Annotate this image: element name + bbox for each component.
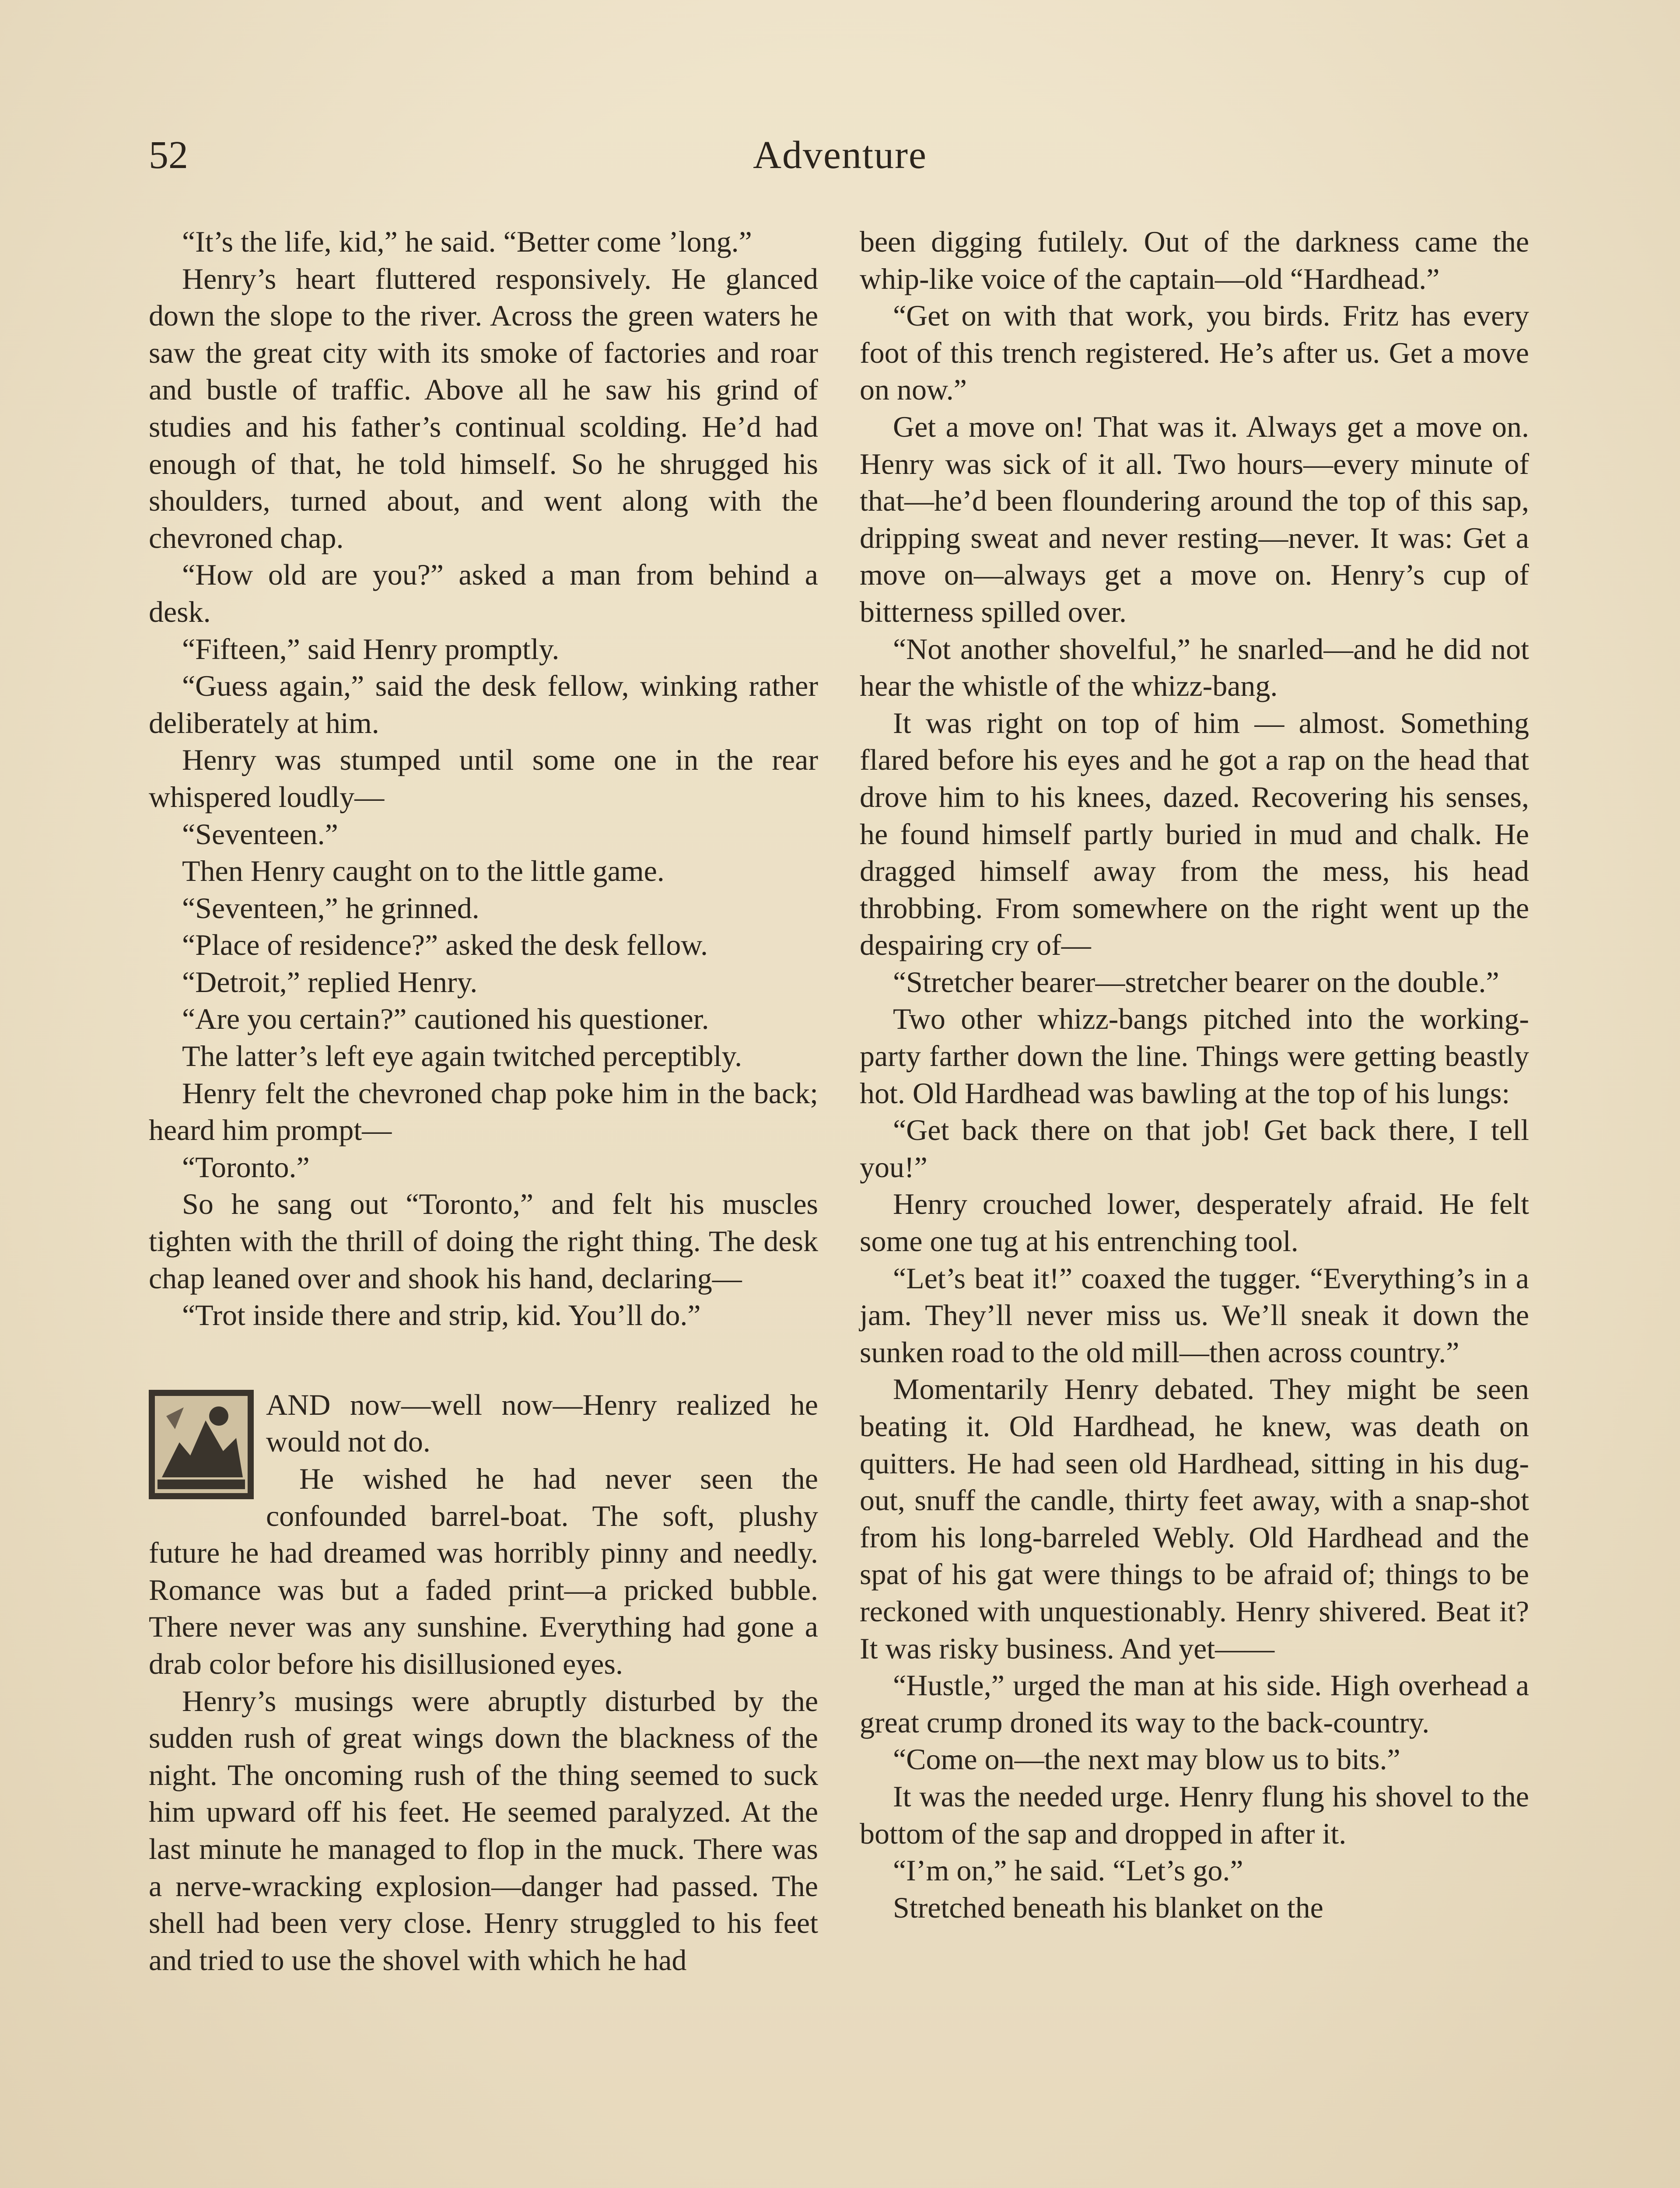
paragraph: “Not another shovelful,” he snarled—and he did not hear the whistle of the whizz-bang. [860, 632, 1529, 703]
paragraph: Get a move on! That was it. Always get a move on. Henry was sick of it all. Two hours—every minute of that—he’d been floundering around the top of this sap, dripping sweat and never resting—never. It was: Get a move on—always get a move on. Henry’s cup of bitterness spilled over. [860, 410, 1529, 628]
paragraph: “Let’s beat it!” coaxed the tugger. “Everything’s in a jam. They’ll never miss us. We’ll sneak it down the sunken road to the old mill—then across country.” [860, 1261, 1529, 1369]
paragraph: Henry’s heart fluttered responsively. He glanced down the slope to the river. Across the green waters he saw the great city with its smoke of factories and roar and bustle of traffic. Above all he saw his grind of studies and his father’s continual scolding. He’d had enough of that, he told himself. So he shrugged his shoulders, turned about, and went along with the chevroned chap. [149, 262, 818, 554]
paragraph: It was right on top of him — almost. Something flared before his eyes and he got a rap on the head that drove him to his knees, dazed. Recovering his senses, he found himself partly buried in mud and chalk. He dragged himself away from the mess, his head throbbing. From somewhere on the right went up the despairing cry of— [860, 706, 1529, 962]
paragraph: “Get on with that work, you birds. Fritz has every foot of this trench registered. He’s after us. Get a move on now.” [860, 299, 1529, 407]
paragraph: “How old are you?” asked a man from behind a desk. [149, 558, 818, 628]
section-break-text: AND now—well now—Henry realized he would not do. [266, 1388, 818, 1459]
paragraph: Then Henry caught on to the little game. [182, 854, 665, 888]
paragraph: “Detroit,” replied Henry. [182, 965, 478, 999]
paragraph: “Hustle,” urged the man at his side. High overhead a great crump droned its way to the back-country. [860, 1669, 1529, 1739]
paragraph: “Seventeen,” he grinned. [182, 891, 480, 925]
paragraph: Henry’s musings were abruptly disturbed by the sudden rush of great wings down the blackness of the night. The oncoming rush of the thing seemed to suck him upward off his feet. He seemed paralyzed. At the last minute he managed to flop in the muck. There was a nerve-wracking explosion—danger had passed. The shell had been very close. Henry struggled to his feet and tried to use the shovel with which he had [149, 1684, 818, 1977]
section-break-paragraph [149, 1386, 818, 1460]
paragraph: “Come on—the next may blow us to bits.” [893, 1743, 1400, 1776]
decorative-initial-image [149, 1390, 254, 1499]
paragraph: been digging futilely. Out of the darkness came the whip-like voice of the captain—old “Hardhead.” [860, 225, 1529, 295]
paragraph: “Seventeen.” [182, 817, 338, 851]
paragraph: “It’s the life, kid,” he said. “Better come ’long.” [182, 225, 752, 258]
paragraph: So he sang out “Toronto,” and felt his muscles tighten with the thrill of doing the right thing. The desk chap leaned over and shook his hand, declaring— [149, 1187, 818, 1295]
paragraph: “Fifteen,” said Henry promptly. [182, 632, 560, 666]
running-head [149, 131, 1531, 179]
magazine-title: Adventure [753, 133, 927, 177]
right-column [860, 223, 1529, 1926]
paragraph: “Stretcher bearer—stretcher bearer on the double.” [893, 965, 1499, 999]
paragraph: The latter’s left eye again twitched perceptibly. [182, 1039, 742, 1073]
paragraph: “Get back there on that job! Get back there, I tell you!” [860, 1113, 1529, 1184]
paragraph: Momentarily Henry debated. They might be seen beating it. Old Hardhead, he knew, was death on quitters. He had seen old Hardhead, sitting in his dug-out, snuff the candle, thirty feet away, with a snap-shot from his long-barreled Webly. Old Hardhead and the spat of his gat were things to be afraid of; things to be reckoned with unquestionably. Henry shivered. Beat it? It was risky business. And yet—— [860, 1372, 1529, 1665]
paragraph: “Guess again,” said the desk fellow, winking rather deliberately at him. [149, 669, 818, 740]
paragraph: “Are you certain?” cautioned his questioner. [182, 1002, 709, 1036]
page-number: 52 [149, 133, 188, 177]
paragraph: Stretched beneath his blanket on the [893, 1890, 1323, 1924]
paragraph: Henry crouched lower, desperately afraid. He felt some one tug at his entrenching tool. [860, 1187, 1529, 1258]
paragraph: Henry was stumped until some one in the rear whispered loudly— [149, 743, 818, 813]
paragraph: “Trot inside there and strip, kid. You’ll do.” [182, 1298, 701, 1332]
paragraph: “Toronto.” [182, 1150, 310, 1184]
left-column [149, 223, 818, 1978]
paragraph: Henry felt the chevroned chap poke him in the back; heard him prompt— [149, 1076, 818, 1147]
paragraph: “I’m on,” he said. “Let’s go.” [893, 1854, 1243, 1887]
paragraph: It was the needed urge. Henry flung his shovel to the bottom of the sap and dropped in after it. [860, 1779, 1529, 1850]
paragraph: He wished he had never seen the confounded barrel-boat. The soft, plushy future he had dreamed was horribly pinny and needly. Romance was but a faded print—a pricked bubble. There never was any sunshine. Everything had gone a drab color before his disillusioned eyes. [149, 1462, 818, 1680]
paragraph: “Place of residence?” asked the desk fellow. [182, 928, 708, 962]
paragraph: Two other whizz-bangs pitched into the working-party farther down the line. Things were getting beastly hot. Old Hardhead was bawling at the top of his lungs: [860, 1002, 1529, 1110]
